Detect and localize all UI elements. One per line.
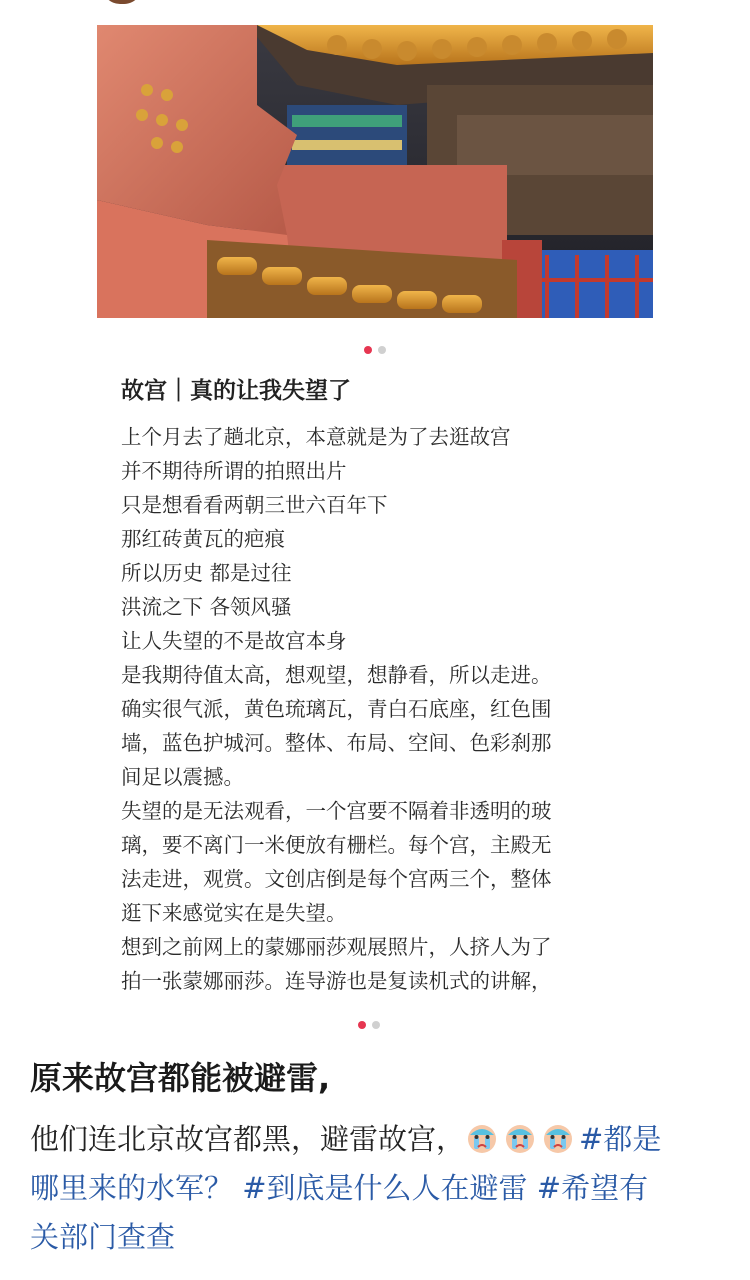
post-headline: 原来故宫都能被避雷, — [30, 1059, 331, 1097]
note-line: 想到之前网上的蒙娜丽莎观展照片，人挤人为了 — [121, 935, 552, 959]
note-line: 是我期待值太高，想观望，想静看，所以走进。 — [121, 663, 552, 687]
note-line: 逛下来感觉实在是失望。 — [121, 901, 347, 925]
carousel-dot[interactable] — [378, 346, 386, 354]
note-line: 确实很气派，黄色琉璃瓦，青白石底座，红色围 — [121, 697, 552, 721]
hashtag-link[interactable]: #到底是什么人在避雷 — [242, 1171, 528, 1205]
hashtag-link[interactable]: 哪里来的水军？ — [30, 1171, 234, 1205]
post-text-row — [30, 1115, 720, 1164]
carousel-dot-active[interactable] — [364, 346, 372, 354]
note-line: 拍一张蒙娜丽莎。连导游也是复读机式的讲解， — [121, 969, 552, 993]
crying-face-icon — [541, 1121, 575, 1155]
note-line: 洪流之下 各领风骚 — [121, 595, 292, 619]
post-text-lead: 他们连北京故宫都黑，避雷故宫， — [30, 1122, 466, 1156]
note-line: 失望的是无法观看，一个宫要不隔着非透明的玻 — [121, 799, 552, 823]
hashtag-link[interactable]: 关部门查查 — [30, 1220, 176, 1254]
palace-photo-illustration — [97, 25, 653, 318]
carousel-dot[interactable] — [372, 1021, 380, 1029]
note-body — [121, 420, 621, 998]
note-line: 只是想看看两朝三世六百年下 — [121, 493, 388, 517]
note-line: 间足以震撼。 — [121, 765, 244, 789]
note-line: 墙，蓝色护城河。整体、布局、空间、色彩刹那 — [121, 731, 552, 755]
carousel-photo[interactable] — [97, 25, 653, 318]
crying-face-icon — [465, 1121, 499, 1155]
note-line: 璃，要不离门一米便放有栅栏。每个宫，主殿无 — [121, 833, 552, 857]
hashtag-link[interactable]: #都是 — [579, 1122, 662, 1156]
crying-face-icon — [503, 1121, 537, 1155]
note-line: 那红砖黄瓦的疤痕 — [121, 527, 285, 551]
note-line: 上个月去了趟北京，本意就是为了去逛故宫 — [121, 425, 511, 449]
hashtag-link[interactable]: #希望有 — [536, 1171, 649, 1205]
note-line: 让人失望的不是故宫本身 — [121, 629, 347, 653]
note-line: 所以历史 都是过往 — [121, 561, 292, 585]
carousel-indicator — [364, 346, 386, 354]
carousel-dot-active[interactable] — [358, 1021, 366, 1029]
post-text-row — [30, 1213, 720, 1262]
avatar[interactable] — [102, 0, 142, 4]
post-text — [30, 1115, 720, 1262]
note-line: 法走进，观赏。文创店倒是每个宫两三个，整体 — [121, 867, 552, 891]
post-text-row — [30, 1164, 720, 1213]
carousel-indicator — [358, 1021, 380, 1029]
note-title: 故宫｜真的让我失望了 — [121, 378, 351, 404]
note-line: 并不期待所谓的拍照出片 — [121, 459, 347, 483]
